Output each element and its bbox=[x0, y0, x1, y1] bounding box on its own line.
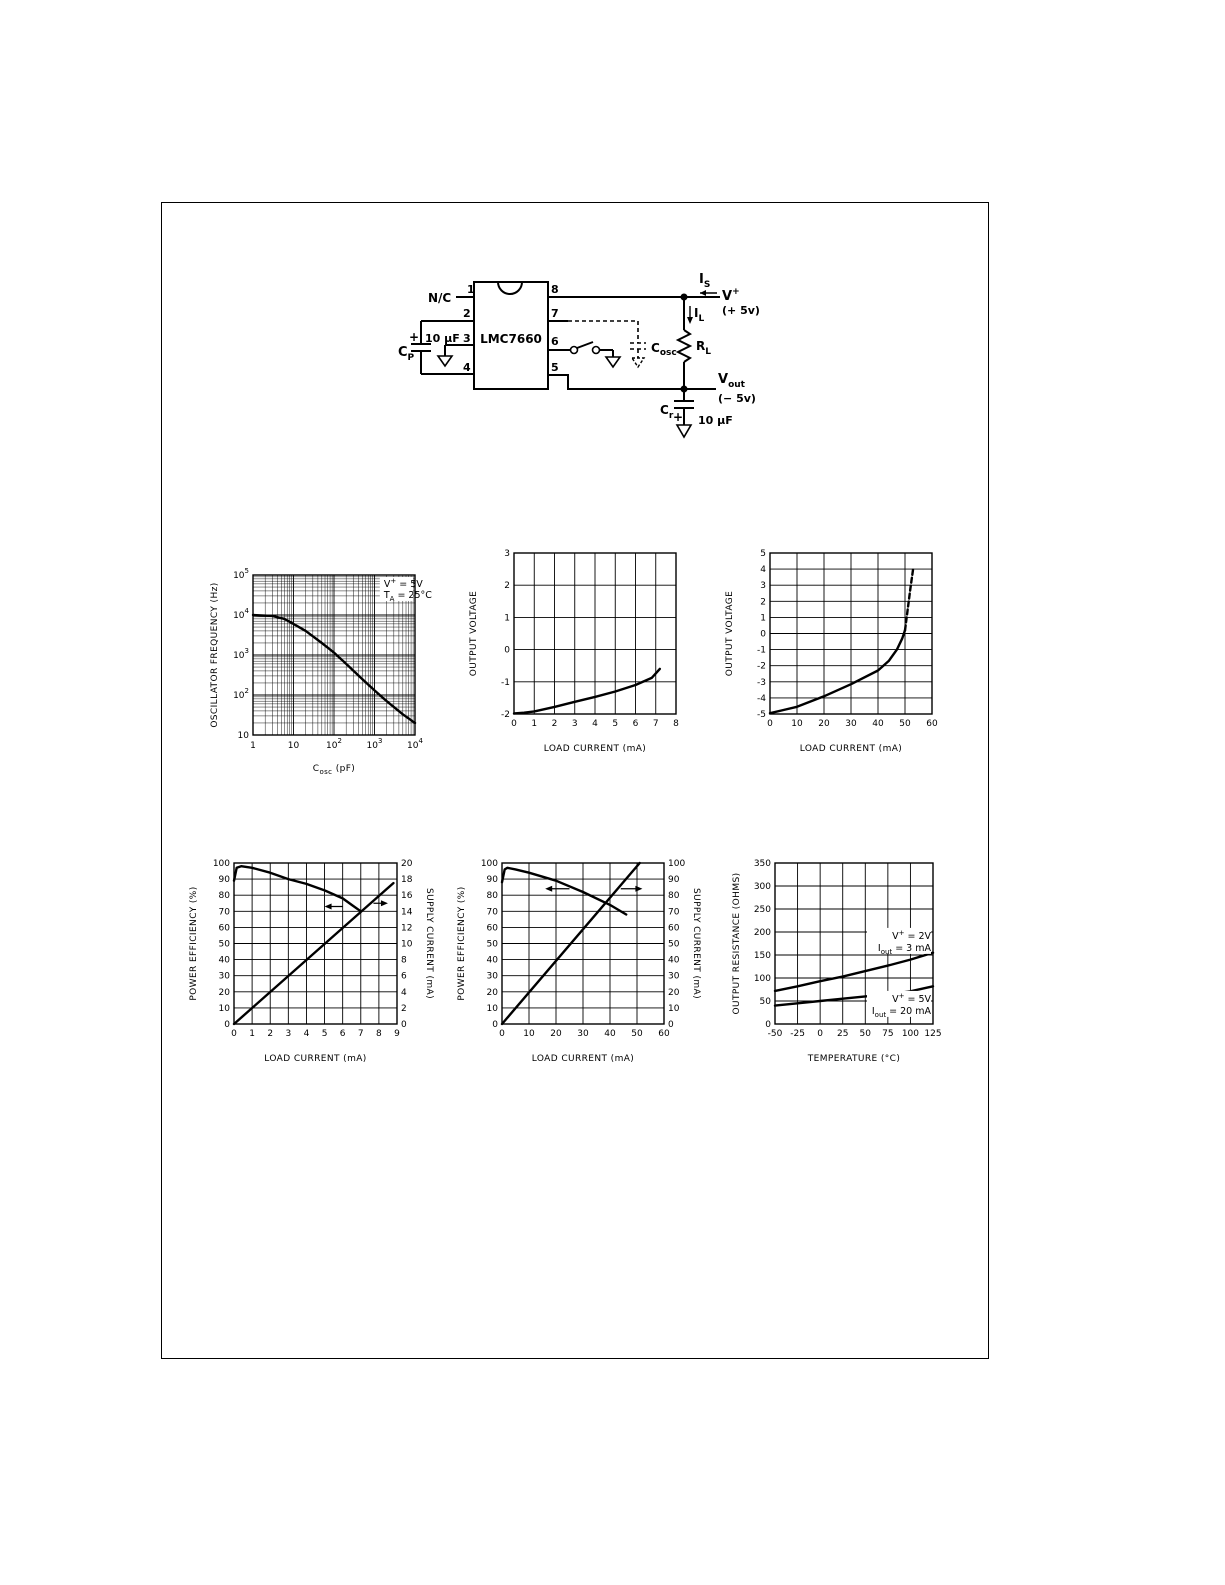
pin-5: 5 bbox=[551, 361, 559, 374]
x-tick-label: 20 bbox=[818, 719, 830, 729]
y-tick-label: 70 bbox=[486, 907, 498, 918]
y-tick-label: -2 bbox=[757, 661, 766, 672]
y-tick-label: 80 bbox=[218, 891, 230, 902]
y-tick-label: 90 bbox=[218, 875, 230, 886]
y2-tick-label: 4 bbox=[401, 987, 407, 998]
y2-tick-label: 90 bbox=[668, 875, 680, 886]
y-tick-label: $10^4$ bbox=[233, 607, 249, 621]
cr-label: $C_r$ bbox=[660, 403, 674, 421]
y-tick-label: 90 bbox=[486, 875, 498, 886]
y2-tick-label: 10 bbox=[668, 1003, 680, 1014]
is-label: $I_S$ bbox=[699, 272, 711, 290]
y-tick-label: 10 bbox=[237, 731, 249, 741]
vout-value: (− 5v) bbox=[718, 392, 756, 405]
y2-axis-label: SUPPLY CURRENT (mA) bbox=[691, 887, 701, 1000]
x-tick-label: 40 bbox=[604, 1029, 616, 1039]
x-axis-label: $C_{osc}$ (pF) bbox=[312, 764, 356, 776]
y-tick-label: 250 bbox=[753, 905, 771, 915]
y-tick-label: 0 bbox=[492, 1020, 498, 1030]
y-tick-label: 60 bbox=[486, 923, 498, 934]
x-tick-label: 50 bbox=[859, 1029, 872, 1039]
x-tick-label: 7 bbox=[357, 1029, 364, 1039]
chart-5 bbox=[732, 859, 942, 1064]
y-tick-label: 30 bbox=[218, 971, 230, 982]
y-tick-label: 0 bbox=[504, 645, 510, 656]
y-tick-label: 20 bbox=[486, 987, 498, 998]
rl-label: $R_L$ bbox=[696, 339, 711, 357]
y2-tick-label: 18 bbox=[401, 875, 413, 886]
x-tick-label: 10 bbox=[287, 741, 300, 751]
y-tick-label: 0 bbox=[760, 629, 766, 640]
pin-7: 7 bbox=[551, 307, 559, 320]
y-tick-label: 50 bbox=[486, 939, 498, 950]
y-tick-label: 100 bbox=[480, 859, 498, 869]
cp-label: $C_P$ bbox=[398, 345, 415, 363]
y2-tick-label: 0 bbox=[668, 1020, 674, 1030]
x-tick-label: 9 bbox=[394, 1029, 400, 1039]
x-tick-label: 0 bbox=[511, 719, 517, 729]
y2-tick-label: 100 bbox=[668, 859, 686, 869]
x-tick-label: 4 bbox=[592, 719, 598, 729]
y-tick-label: -1 bbox=[501, 677, 510, 688]
y-tick-label: 150 bbox=[753, 951, 771, 961]
x-tick-label: 0 bbox=[767, 719, 773, 729]
svg-text:+: + bbox=[673, 410, 684, 424]
y-tick-label: -5 bbox=[757, 710, 766, 720]
y-tick-label: 70 bbox=[218, 907, 230, 918]
pin-2: 2 bbox=[463, 307, 471, 320]
x-tick-label: 2 bbox=[267, 1029, 274, 1039]
y-axis-label: OUTPUT RESISTANCE (OHMS) bbox=[732, 872, 742, 1015]
x-tick-label: 60 bbox=[926, 719, 938, 729]
y-axis-label: OUTPUT VOLTAGE bbox=[469, 590, 479, 677]
y2-tick-label: 20 bbox=[401, 859, 413, 869]
series-label-0: $I_{out} = 3$ mA bbox=[877, 942, 931, 956]
y2-tick-label: 12 bbox=[401, 923, 413, 934]
x-tick-label: 2 bbox=[551, 719, 558, 729]
y-axis-label: OSCILLATOR FREQUENCY (Hz) bbox=[210, 582, 220, 728]
cosc-label: $C_{osc}$ bbox=[651, 341, 677, 358]
y-tick-label: 50 bbox=[218, 939, 230, 950]
x-tick-label: 10 bbox=[791, 719, 803, 729]
y-tick-label: 300 bbox=[753, 882, 771, 892]
y2-tick-label: 60 bbox=[668, 923, 680, 934]
y-tick-label: 0 bbox=[765, 1020, 771, 1030]
x-tick-label: $10^4$ bbox=[407, 737, 423, 751]
y-tick-label: $10^3$ bbox=[233, 647, 249, 661]
y2-tick-label: 2 bbox=[401, 1003, 407, 1014]
x-tick-label: 1 bbox=[250, 741, 256, 751]
x-tick-label: 8 bbox=[376, 1029, 382, 1039]
cr-value: 10 μF bbox=[698, 414, 733, 427]
y-tick-label: 2 bbox=[760, 597, 766, 608]
x-axis-label: LOAD CURRENT (mA) bbox=[543, 744, 647, 754]
x-tick-label: 1 bbox=[531, 719, 538, 729]
x-tick-label: 3 bbox=[285, 1029, 292, 1039]
annotation-text: V+ = 5V bbox=[383, 577, 423, 590]
x-tick-label: 8 bbox=[673, 719, 679, 729]
x-tick-label: $10^2$ bbox=[326, 737, 342, 751]
cp-value: 10 μF bbox=[425, 332, 460, 345]
y2-axis-label: SUPPLY CURRENT (mA) bbox=[424, 887, 434, 1000]
ic-label: LMC7660 bbox=[480, 332, 542, 346]
x-tick-label: 125 bbox=[924, 1029, 942, 1039]
y-tick-label: 3 bbox=[504, 549, 510, 559]
y-tick-label: 80 bbox=[486, 891, 498, 902]
y2-tick-label: 6 bbox=[401, 971, 407, 982]
y-axis-label: POWER EFFICIENCY (%) bbox=[189, 886, 199, 1001]
y-tick-label: 4 bbox=[760, 565, 766, 576]
y-tick-label: 0 bbox=[224, 1020, 230, 1030]
il-label: $I_L$ bbox=[694, 306, 705, 324]
y-tick-label: -2 bbox=[501, 710, 510, 720]
y2-tick-label: 70 bbox=[668, 907, 680, 918]
x-axis-label: LOAD CURRENT (mA) bbox=[531, 1054, 635, 1064]
y-tick-label: -3 bbox=[757, 677, 766, 688]
pin-6: 6 bbox=[551, 335, 559, 348]
y-tick-label: -1 bbox=[757, 645, 766, 656]
y-tick-label: $10^5$ bbox=[233, 567, 249, 581]
y-tick-label: 60 bbox=[218, 923, 230, 934]
x-tick-label: -25 bbox=[790, 1029, 805, 1039]
pin-8: 8 bbox=[551, 283, 559, 296]
x-axis-label: LOAD CURRENT (mA) bbox=[799, 744, 903, 754]
x-axis-label: TEMPERATURE (°C) bbox=[807, 1054, 901, 1064]
y-tick-label: 2 bbox=[504, 581, 510, 592]
nc-label: N/C bbox=[428, 291, 452, 305]
x-tick-label: 40 bbox=[872, 719, 884, 729]
x-tick-label: -50 bbox=[767, 1029, 783, 1039]
y-tick-label: 1 bbox=[504, 613, 510, 624]
y-tick-label: 30 bbox=[486, 971, 498, 982]
x-tick-label: 0 bbox=[817, 1029, 824, 1039]
y2-tick-label: 20 bbox=[668, 987, 680, 998]
y-axis-label: POWER EFFICIENCY (%) bbox=[457, 886, 467, 1001]
x-tick-label: 50 bbox=[631, 1029, 643, 1039]
y-tick-label: $10^2$ bbox=[233, 687, 249, 701]
y-tick-label: 100 bbox=[753, 974, 771, 984]
y-tick-label: 100 bbox=[212, 859, 230, 869]
x-tick-label: 30 bbox=[577, 1029, 589, 1039]
x-tick-label: 20 bbox=[550, 1029, 562, 1039]
vout-label: $V_{out}$ bbox=[718, 372, 745, 390]
x-tick-label: 75 bbox=[882, 1029, 894, 1039]
y-axis-label: OUTPUT VOLTAGE bbox=[725, 590, 735, 677]
y2-tick-label: 8 bbox=[401, 955, 407, 966]
x-tick-label: 5 bbox=[321, 1029, 328, 1039]
x-tick-label: $10^3$ bbox=[366, 737, 383, 751]
y2-tick-label: 14 bbox=[401, 907, 413, 918]
pin-1: 1 bbox=[467, 283, 475, 296]
y-tick-label: 10 bbox=[218, 1003, 230, 1014]
y-tick-label: 10 bbox=[486, 1003, 498, 1014]
x-tick-label: 50 bbox=[899, 719, 911, 729]
x-tick-label: 25 bbox=[836, 1029, 849, 1039]
svg-text:+: + bbox=[409, 330, 420, 344]
series-line-0 bbox=[775, 953, 933, 991]
x-tick-label: 60 bbox=[658, 1029, 670, 1039]
x-tick-label: 6 bbox=[339, 1029, 346, 1039]
x-tick-label: 0 bbox=[231, 1029, 237, 1039]
y-tick-label: 3 bbox=[760, 581, 766, 592]
y-tick-label: 40 bbox=[218, 955, 230, 966]
vplus-label: V+ bbox=[722, 287, 740, 304]
series-label-1: $I_{out} = 20$ mA bbox=[871, 1005, 931, 1019]
x-tick-label: 30 bbox=[845, 719, 857, 729]
x-tick-label: 5 bbox=[612, 719, 619, 729]
y2-tick-label: 80 bbox=[668, 891, 680, 902]
y-tick-label: 200 bbox=[753, 928, 771, 938]
x-tick-label: 0 bbox=[499, 1029, 505, 1039]
series-label-1: V+ = 5V bbox=[892, 991, 931, 1005]
pin-3: 3 bbox=[463, 332, 471, 345]
annotation-text: $T_A = 25^\circ C$ bbox=[383, 590, 432, 603]
x-tick-label: 3 bbox=[571, 719, 578, 729]
y2-tick-label: 16 bbox=[401, 891, 413, 902]
y2-tick-label: 50 bbox=[668, 939, 680, 950]
x-axis-label: LOAD CURRENT (mA) bbox=[264, 1054, 367, 1064]
y2-tick-label: 10 bbox=[401, 939, 413, 950]
y-tick-label: 1 bbox=[760, 613, 766, 624]
y-tick-label: 50 bbox=[759, 997, 771, 1007]
y2-tick-label: 30 bbox=[668, 971, 680, 982]
series-label-0: V+ = 2V bbox=[892, 928, 931, 942]
pin-4: 4 bbox=[463, 361, 471, 374]
y-tick-label: 40 bbox=[486, 955, 498, 966]
y-tick-label: 20 bbox=[218, 987, 230, 998]
y-tick-label: 350 bbox=[753, 859, 771, 869]
x-tick-label: 10 bbox=[523, 1029, 535, 1039]
y-tick-label: -4 bbox=[757, 693, 766, 704]
y2-tick-label: 0 bbox=[401, 1020, 407, 1030]
y2-tick-label: 40 bbox=[668, 955, 680, 966]
x-tick-label: 4 bbox=[303, 1029, 310, 1039]
x-tick-label: 7 bbox=[652, 719, 659, 729]
x-tick-label: 6 bbox=[632, 719, 639, 729]
x-tick-label: 100 bbox=[901, 1029, 920, 1039]
y-tick-label: 5 bbox=[760, 549, 766, 559]
x-tick-label: 1 bbox=[249, 1029, 255, 1039]
vplus-value: (+ 5v) bbox=[722, 304, 760, 317]
